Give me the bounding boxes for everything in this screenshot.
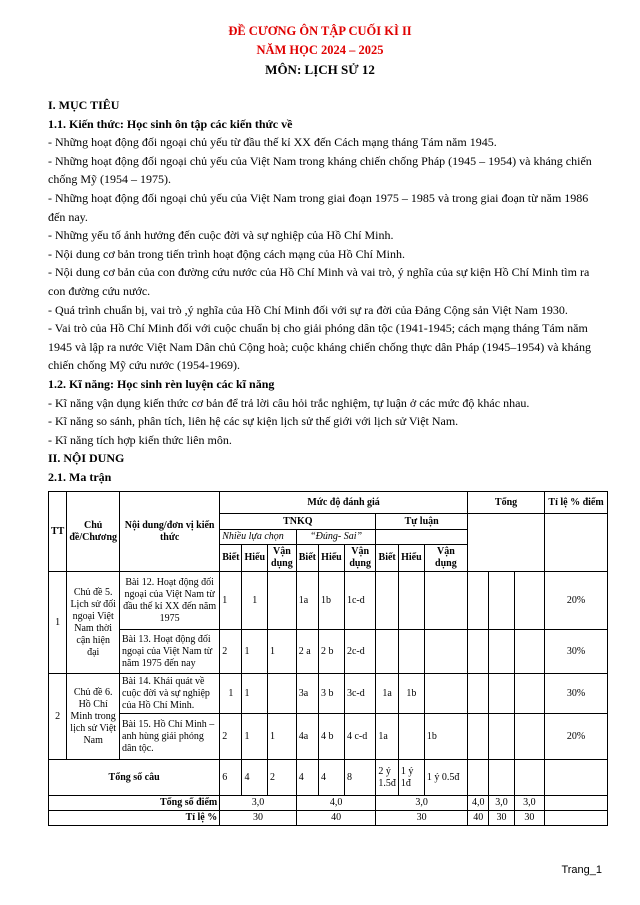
cell: 1 ý 1đ — [398, 760, 424, 796]
cell: 30 — [489, 811, 514, 826]
cell: 3 b — [318, 674, 344, 714]
matrix-heading: 2.1. Ma trận — [48, 469, 112, 484]
cell: 1b — [424, 714, 467, 760]
assessment-matrix-table — [48, 491, 608, 826]
cell — [398, 572, 424, 630]
col-header-understand: Hiểu — [242, 545, 268, 572]
skills-item: - Kĩ năng tích hợp kiến thức liên môn. — [48, 432, 232, 447]
cell: 1c-d — [344, 572, 375, 630]
cell: 1 — [220, 674, 242, 714]
content-cell: Bài 15. Hồ Chí Minh – anh hùng giải phóng dân tộc. — [120, 714, 220, 760]
total-points-label: Tổng số điểm — [49, 796, 220, 811]
cell: 1 — [242, 630, 268, 674]
cell — [514, 714, 545, 760]
cell: 3,0 — [489, 796, 514, 811]
cell — [545, 811, 608, 826]
cell: 1b — [318, 572, 344, 630]
col-header-understand: Hiểu — [398, 545, 424, 572]
skills-heading: 1.2. Kĩ năng: Học sinh rèn luyện các kĩ năng — [48, 376, 275, 391]
objectives-section — [48, 96, 608, 486]
subject-title: MÔN: LỊCH SỬ 12 — [265, 62, 375, 77]
col-header-know: Biết — [376, 545, 399, 572]
col-header-tt: TT — [49, 492, 67, 572]
cell: 4,0 — [296, 796, 376, 811]
cell — [489, 714, 514, 760]
cell: 1 — [242, 714, 268, 760]
cell — [489, 572, 514, 630]
cell — [376, 630, 399, 674]
col-header-apply: Vận dụng — [268, 545, 297, 572]
cell: 1 — [268, 630, 297, 674]
cell: 1b — [398, 674, 424, 714]
topic-cell: Chủ đề 6. Hồ Chí Minh trong lịch sử Việt Nam — [67, 674, 120, 760]
col-header-topic: Chủ đề/Chương — [67, 492, 120, 572]
cell — [376, 572, 399, 630]
content-cell: Bài 12. Hoạt động đối ngoại của Việt Nam từ đầu thế kỉ XX đến năm 1975 — [120, 572, 220, 630]
cell — [467, 630, 489, 674]
table-row — [49, 796, 608, 811]
cell — [467, 714, 489, 760]
col-header-content: Nội dung/đơn vị kiến thức — [120, 492, 220, 572]
cell: 1 — [268, 714, 297, 760]
table-row — [49, 572, 608, 630]
cell: 20% — [545, 572, 608, 630]
cell — [514, 674, 545, 714]
cell: 2c-d — [344, 630, 375, 674]
col-header-true-false: “Đúng- Sai” — [296, 530, 376, 545]
col-header-ratio: Tỉ lệ % điểm — [545, 492, 608, 514]
table-row — [49, 811, 608, 826]
col-header-multiple-choice: Nhiều lựa chọn — [220, 530, 297, 545]
cell: 2 — [220, 630, 242, 674]
skills-item: - Kĩ năng so sánh, phân tích, liên hệ các sự kiện lịch sử thế giới với lịch sử Việt Nam. — [48, 414, 459, 429]
cell — [398, 630, 424, 674]
cell — [545, 796, 608, 811]
cell: 3,0 — [514, 796, 545, 811]
knowledge-heading: 1.1. Kiến thức: Học sinh ôn tập các kiến thức về — [48, 116, 293, 131]
cell: 4a — [296, 714, 318, 760]
cell — [489, 674, 514, 714]
cell: 4,0 — [467, 796, 489, 811]
cell: 2 — [220, 714, 242, 760]
row-number: 1 — [49, 572, 67, 674]
col-header-total: Tổng — [467, 492, 544, 514]
col-header-know: Biết — [220, 545, 242, 572]
table-row — [49, 714, 608, 760]
cell: 3a — [296, 674, 318, 714]
cell — [489, 760, 514, 796]
col-header-apply: Vận dụng — [344, 545, 375, 572]
cell: 3c-d — [344, 674, 375, 714]
doc-title: ĐỀ CƯƠNG ÔN TẬP CUỐI KÌ II — [228, 24, 412, 38]
cell: 4 c-d — [344, 714, 375, 760]
table-row — [49, 760, 608, 796]
row-number: 2 — [49, 674, 67, 760]
cell: 30% — [545, 630, 608, 674]
table-row — [49, 630, 608, 674]
cell — [514, 572, 545, 630]
cell: 1 ý 0.5đ — [424, 760, 467, 796]
cell — [424, 572, 467, 630]
cell — [514, 760, 545, 796]
cell: 30 — [376, 811, 468, 826]
topic-cell: Chủ đề 5. Lịch sử đối ngoại Việt Nam thời cận hiện đại — [67, 572, 120, 674]
cell: 1 — [220, 572, 242, 630]
skills-item: - Kĩ năng vận dụng kiến thức cơ bản để trả lời câu hỏi trắc nghiệm, tự luận ở các mức độ khác nhau. — [48, 395, 530, 410]
cell: 30 — [514, 811, 545, 826]
cell — [424, 674, 467, 714]
cell — [268, 572, 297, 630]
cell: 1a — [296, 572, 318, 630]
page-number: Trang_1 — [561, 864, 602, 876]
cell: 2 — [268, 760, 297, 796]
cell — [467, 760, 489, 796]
section-heading: I. MỤC TIÊU — [48, 98, 120, 112]
cell — [268, 674, 297, 714]
knowledge-item: - Nội dung cơ bản của con đường cứu nước của Hồ Chí Minh và vai trò, ý nghĩa của sự kiện Hồ Chí Minh tìm ra con đường cứu nước. — [48, 265, 590, 298]
cell: 2 ý 1.5đ — [376, 760, 399, 796]
cell: 3,0 — [220, 796, 297, 811]
cell: 4 — [242, 760, 268, 796]
school-year: NĂM HỌC 2024 – 2025 — [256, 43, 384, 57]
knowledge-item: - Những hoạt động đối ngoại chủ yếu của Việt Nam trong giai đoạn 1975 – 1985 và trong giai đoạn từ năm 1986 đến nay. — [48, 190, 589, 224]
col-header-tnkq: TNKQ — [220, 514, 376, 530]
cell: 2 b — [318, 630, 344, 674]
cell: 40 — [296, 811, 376, 826]
knowledge-item: - Vai trò của Hồ Chí Minh đối với cuộc chuẩn bị cho giải phóng dân tộc (1941-1945; cách mạng tháng Tám năm 1945 và lập ra nước Việt Nam Dân chủ Cộng hoà; cuộc kháng chiến chống thực dân Pháp (1945–1954) và kháng chiến chống Mỹ cứu nước (1954-1969). — [48, 321, 591, 373]
cell — [514, 630, 545, 674]
content-heading: II. NỘI DUNG — [48, 451, 125, 466]
content-cell: Bài 14. Khái quát về cuộc đời và sự nghiệp của Hồ Chí Minh. — [120, 674, 220, 714]
cell — [467, 674, 489, 714]
cell — [467, 572, 489, 630]
cell: 4 — [296, 760, 318, 796]
total-questions-label: Tổng số câu — [49, 760, 220, 796]
col-header-apply: Vận dụng — [424, 545, 467, 572]
cell: 4 — [318, 760, 344, 796]
content-cell: Bài 13. Hoạt động đối ngoại của Việt Nam từ năm 1975 đến nay — [120, 630, 220, 674]
knowledge-item: - Những yếu tố ảnh hưởng đến cuộc đời và sự nghiệp của Hồ Chí Minh. — [48, 228, 394, 243]
cell — [545, 760, 608, 796]
knowledge-item: - Những hoạt động đối ngoại chủ yếu của Việt Nam trong kháng chiến chống Pháp (1945 – 1954) và kháng chiến chống Mỹ (1954 – 1975). — [48, 153, 592, 187]
cell: 3,0 — [376, 796, 468, 811]
col-header-level: Mức độ đánh giá — [220, 492, 468, 514]
cell: 30 — [220, 811, 297, 826]
cell: 1a — [376, 674, 399, 714]
cell: 40 — [467, 811, 489, 826]
cell: 20% — [545, 714, 608, 760]
knowledge-item: - Quá trình chuẩn bị, vai trò ,ý nghĩa của Hồ Chí Minh đối với sự ra đời của Đảng Cộng sản Việt Nam 1930. — [48, 302, 568, 317]
col-header-essay: Tự luận — [376, 514, 468, 530]
col-header-understand: Hiểu — [318, 545, 344, 572]
cell: 1 — [242, 674, 268, 714]
cell: 1 — [242, 572, 268, 630]
cell: 8 — [344, 760, 375, 796]
cell — [424, 630, 467, 674]
cell: 4 b — [318, 714, 344, 760]
knowledge-item: - Nội dung cơ bản trong tiến trình hoạt động cách mạng của Hồ Chí Minh. — [48, 246, 405, 261]
col-header-know: Biết — [296, 545, 318, 572]
cell: 6 — [220, 760, 242, 796]
ratio-label: Tỉ lệ % — [49, 811, 220, 826]
cell: 2 a — [296, 630, 318, 674]
cell — [489, 630, 514, 674]
table-row — [49, 674, 608, 714]
cell — [398, 714, 424, 760]
knowledge-item: - Những hoạt động đối ngoại chủ yếu từ đầu thế kỉ XX đến Cách mạng tháng Tám năm 1945. — [48, 135, 497, 150]
cell: 30% — [545, 674, 608, 714]
cell: 1a — [376, 714, 399, 760]
